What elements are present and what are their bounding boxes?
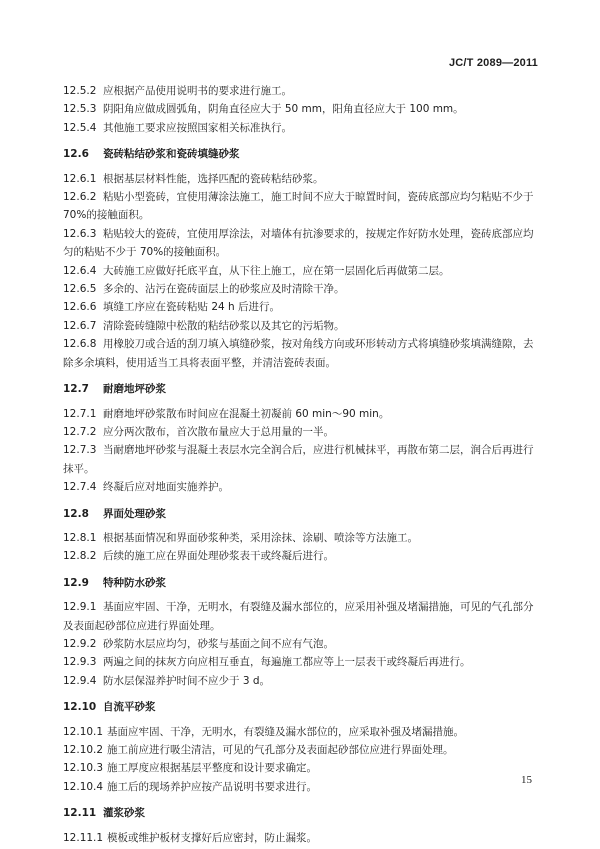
clause-text: 基面应牢固、干净，无明水，有裂缝及漏水部位的，应采用补强及堵漏措施，可见的气孔部分	[103, 601, 534, 614]
clause-text: 大砖施工应做好托底平直，从下往上施工，应在第一层固化后再做第二层。	[103, 264, 450, 277]
clause-paragraph	[63, 335, 541, 372]
clause-text: 后续的施工应在界面处理砂浆表干或终凝后进行。	[103, 550, 334, 563]
section-heading	[63, 698, 541, 716]
clause-number: 12.11.1	[63, 831, 104, 844]
section-heading	[63, 804, 541, 822]
clause-number: 12.9.3	[63, 656, 97, 669]
section-title: 自流平砂浆	[103, 701, 156, 714]
clause-number: 12.8.1	[63, 531, 97, 544]
clause-paragraph	[63, 759, 541, 777]
clause-paragraph	[63, 529, 541, 547]
clause-text: 两遍之间的抹灰方向应相互垂直，每遍施工都应等上一层表干或终凝后再进行。	[103, 656, 471, 669]
clause-number: 12.6.2	[63, 191, 97, 204]
clause-number: 12.10.4	[63, 780, 104, 793]
clause-number: 12.7.4	[63, 481, 97, 494]
clause-text: 多余的、沾污在瓷砖面层上的砂浆应及时清除干净。	[103, 283, 345, 296]
clause-number: 12.6.6	[63, 301, 97, 314]
section-heading	[63, 574, 541, 592]
clause-number: 12.10.3	[63, 762, 104, 775]
clause-number: 12.7.3	[63, 444, 97, 457]
clause-paragraph	[63, 778, 541, 796]
clause-paragraph	[63, 598, 541, 635]
clause-number: 12.7.2	[63, 425, 97, 438]
clause-paragraph	[63, 441, 541, 478]
clause-paragraph	[63, 262, 541, 280]
clause-number: 12.8.2	[63, 550, 97, 563]
clause-text: 其他施工要求应按照国家相关标准执行。	[103, 121, 292, 134]
clause-paragraph	[63, 225, 541, 262]
clause-number: 12.6.8	[63, 338, 97, 351]
clause-number: 12.6.3	[63, 227, 97, 240]
clause-paragraph	[63, 478, 541, 496]
clause-text-continued: 70%的接触面积。	[63, 209, 150, 222]
standard-code-header: JC/T 2089—2011	[448, 57, 538, 69]
clause-number: 12.10.1	[63, 725, 104, 738]
clause-text: 防水层保湿养护时间不应少于 3 d。	[103, 674, 271, 687]
clause-paragraph	[63, 188, 541, 225]
clause-text: 用橡胶刀或合适的刮刀填入填缝砂浆，按对角线方向或环形转动方式将填缝砂浆填满缝隙，去	[103, 338, 534, 351]
clause-text: 耐磨地坪砂浆散布时间应在混凝土初凝前 60 min～90 min。	[103, 407, 390, 420]
clause-number: 12.10	[63, 701, 97, 714]
clause-number: 12.8	[63, 507, 89, 520]
clause-paragraph	[63, 635, 541, 653]
clause-text: 应根据产品使用说明书的要求进行施工。	[103, 85, 292, 97]
clause-paragraph	[63, 317, 541, 335]
clause-paragraph	[63, 547, 541, 565]
clause-text: 施工后的现场养护应按产品说明书要求进行。	[107, 780, 317, 793]
clause-text: 施工前应进行吸尘清洁，可见的气孔部分及表面起砂部位应进行界面处理。	[107, 744, 454, 756]
section-title: 界面处理砂浆	[103, 507, 166, 520]
clause-number: 12.6.4	[63, 264, 97, 277]
clause-paragraph	[63, 280, 541, 298]
clause-number: 12.5.4	[63, 121, 97, 134]
clause-paragraph	[63, 741, 541, 759]
clause-text: 清除瓷砖缝隙中松散的粘结砂浆以及其它的污垢物。	[103, 319, 345, 332]
section-title: 瓷砖粘结砂浆和瓷砖填缝砂浆	[103, 148, 240, 161]
clause-paragraph	[63, 170, 541, 188]
clause-number: 12.6.5	[63, 283, 97, 296]
section-heading	[63, 380, 541, 398]
clause-paragraph	[63, 723, 541, 741]
clause-paragraph	[63, 100, 541, 118]
clause-number: 12.7.1	[63, 407, 97, 420]
clause-number: 12.6.1	[63, 172, 97, 185]
clause-paragraph	[63, 423, 541, 441]
clause-text: 应分两次散布，首次散布量应大于总用量的一半。	[103, 425, 334, 438]
clause-text-continued: 抹平。	[63, 462, 95, 475]
clause-text-continued: 匀的粘贴不少于 70%的接触面积。	[63, 246, 227, 259]
clause-number: 12.9.2	[63, 637, 97, 650]
clause-paragraph	[63, 672, 541, 690]
clause-text: 砂浆防水层应均匀，砂浆与基面之间不应有气泡。	[103, 637, 334, 650]
section-title: 耐磨地坪砂浆	[103, 383, 166, 396]
clause-number: 12.6	[63, 148, 89, 161]
clause-text: 当耐磨地坪砂浆与混凝土表层水完全润合后，应进行机械抹平，再散布第二层，润合后再进行	[103, 444, 534, 457]
clause-text: 基面应牢固、干净，无明水，有裂缝及漏水部位的，应采取补强及堵漏措施。	[107, 725, 464, 738]
clause-number: 12.9	[63, 576, 89, 589]
clause-text: 根据基面情况和界面砂浆种类，采用涂抹、涂刷、喷涂等方法施工。	[103, 531, 418, 544]
clause-number: 12.5.2	[63, 85, 97, 97]
clause-number: 12.10.2	[63, 744, 104, 756]
clause-paragraph	[63, 653, 541, 671]
clause-text: 粘贴较大的瓷砖，宜使用厚涂法，对墙体有抗渗要求的，按规定作好防水处理，瓷砖底部应均	[103, 227, 534, 240]
clause-text: 施工厚度应根据基层平整度和设计要求确定。	[107, 762, 317, 775]
clause-text-continued: 及表面起砂部位应进行界面处理。	[63, 619, 221, 632]
clause-number: 12.9.4	[63, 674, 97, 687]
clause-number: 12.6.7	[63, 319, 97, 332]
clause-paragraph	[63, 82, 541, 100]
section-heading	[63, 145, 541, 163]
document-body	[63, 82, 541, 847]
clause-text: 根据基层材料性能，选择匹配的瓷砖粘结砂浆。	[103, 172, 324, 185]
section-title: 特种防水砂浆	[103, 576, 166, 589]
clause-text: 阴阳角应做成圆弧角，阴角直径应大于 50 mm，阳角直径应大于 100 mm。	[103, 103, 464, 116]
clause-number: 12.7	[63, 383, 89, 396]
page-number: 15	[521, 774, 532, 786]
clause-number: 12.9.1	[63, 601, 97, 614]
clause-text-continued: 除多余填料，使用适当工具将表面平整，并清洁瓷砖表面。	[63, 356, 336, 369]
clause-paragraph	[63, 405, 541, 423]
clause-paragraph	[63, 298, 541, 316]
clause-number: 12.5.3	[63, 103, 97, 116]
clause-text: 模板或维护板材支撑好后应密封，防止漏浆。	[107, 831, 317, 844]
section-heading	[63, 505, 541, 523]
clause-text: 填缝工序应在瓷砖粘贴 24 h 后进行。	[103, 301, 281, 314]
clause-text: 粘贴小型瓷砖，宜使用薄涂法施工，施工时间不应大于晾置时间，瓷砖底部应均匀粘贴不少于	[103, 191, 534, 204]
clause-paragraph	[63, 119, 541, 137]
clause-number: 12.11	[63, 807, 97, 820]
section-title: 灌浆砂浆	[103, 807, 145, 820]
clause-paragraph	[63, 829, 541, 847]
clause-text: 终凝后应对地面实施养护。	[103, 481, 229, 494]
